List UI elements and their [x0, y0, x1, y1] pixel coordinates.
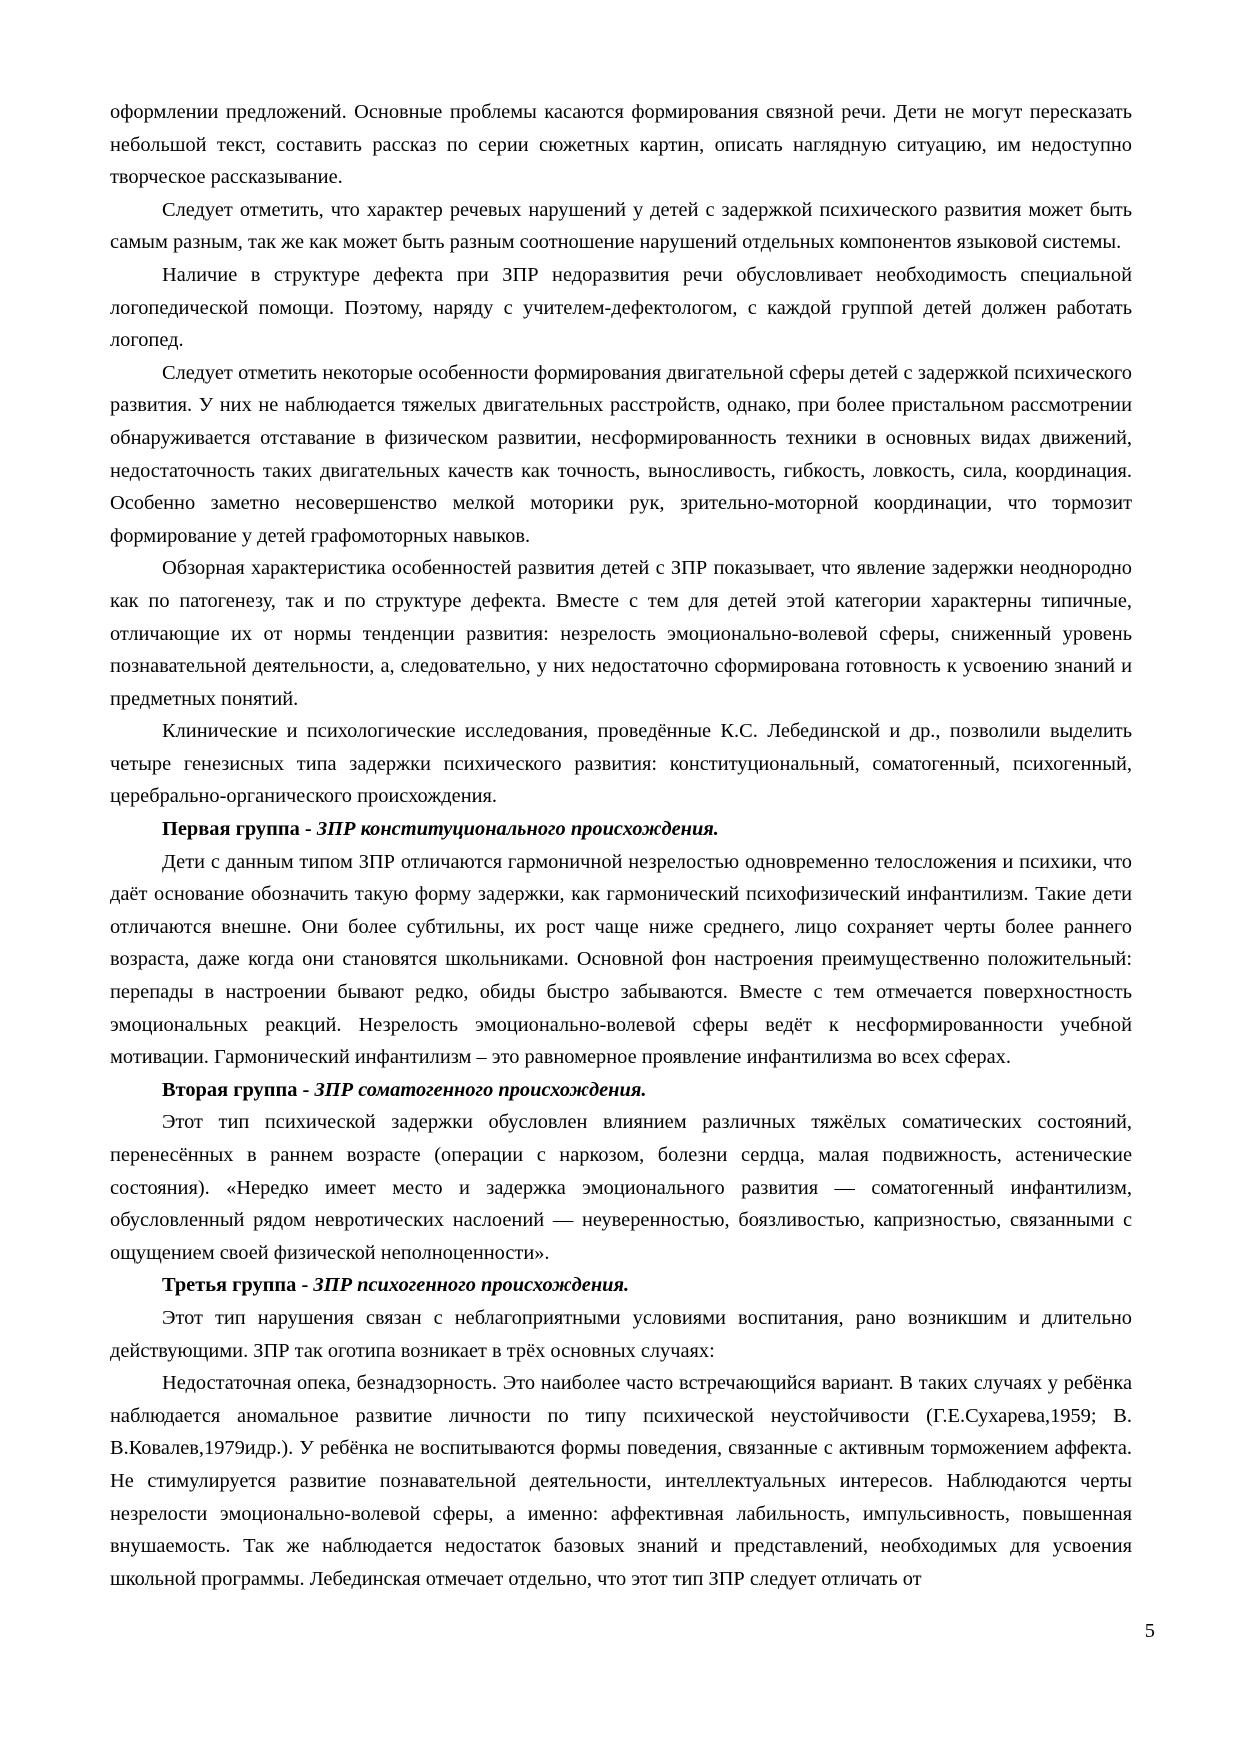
- group-body-second: Этот тип психической задержки обусловлен влиянием различных тяжёлых соматических состояний, перенесённых в раннем возрасте (операции с наркозом, болезни сердца, малая подвижность, астенические состояния). «Нередко имеет место и задержка эмоционального развития — соматогенный инфантилизм, обусловленный рядом невротических наслоений — неуверенностью, боязливостью, капризностью, связанными с ощущением своей физической неполноценности».: [110, 1111, 1132, 1264]
- paragraph-3: Наличие в структуре дефекта при ЗПР недоразвития речи обусловливает необходимость специальной логопедической помощи. Поэтому, наряду с учителем-дефектологом, с каждой группой детей должен работать логопед.: [110, 263, 1132, 352]
- group-kind-first: ЗПР конституционального происхождения.: [316, 818, 719, 841]
- group-heading-first: [110, 813, 1132, 846]
- paragraph-5: Обзорная характеристика особенностей развития детей с ЗПР показывает, что явление задержки неоднородно как по патогенезу, так и по структуре дефекта. Вместе с тем для детей этой категории характерны типичные, отличающие их от нормы тенденции развития: незрелость эмоционально-волевой сферы, сниженный уровень познавательной деятельности, а, следовательно, у них недостаточно сформирована готовность к усвоению знаний и предметных понятий.: [110, 557, 1132, 710]
- group-separator-first: -: [299, 818, 317, 841]
- group-separator-second: -: [297, 1078, 315, 1101]
- page-content: [110, 96, 1132, 1595]
- group-body-first: Дети с данным типом ЗПР отличаются гармоничной незрелостью одновременно телосложения и психики, что даёт основание обозначить такую форму задержки, как гармонический психофизический инфантилизм. Такие дети отличаются внешне. Они более субтильны, их рост чаще ниже среднего, лицо сохраняет черты более раннего возраста, даже когда они становятся школьниками. Основной фон настроения преимущественно положительный: перепады в настроении бывают редко, обиды быстро забываются. Вместе с тем отмечается поверхностность эмоциональных реакций. Незрелость эмоционально-волевой сферы ведёт к несформированности учебной мотивации. Гармонический инфантилизм – это равномерное проявление инфантилизма во всех сферах.: [110, 850, 1132, 1069]
- page-number: 5: [1144, 1620, 1155, 1642]
- group-body-third: Этот тип нарушения связан с неблагоприятными условиями воспитания, рано возникшим и длительно действующими. ЗПР так оготипа возникает в трёх основных случаях:: [110, 1306, 1132, 1362]
- group-heading-second: [110, 1074, 1132, 1107]
- paragraph-1: оформлении предложений. Основные проблемы касаются формирования связной речи. Дети не могут пересказать небольшой текст, составить рассказ по серии сюжетных картин, описать наглядную ситуацию, им недоступно творческое рассказывание.: [110, 101, 1132, 189]
- group-label-second: Вторая группа: [162, 1078, 298, 1101]
- paragraph-6: Клинические и психологические исследования, проведённые К.С. Лебединской и др., позволили выделить четыре генезисных типа задержки психического развития: конституциональный, соматогенный, психогенный, церебрально-органического происхождения.: [110, 720, 1132, 808]
- paragraph-2: Следует отметить, что характер речевых нарушений у детей с задержкой психического развития может быть самым разным, так же как может быть разным соотношение нарушений отдельных компонентов языковой системы.: [110, 198, 1132, 254]
- group-label-first: Первая группа: [162, 818, 300, 841]
- paragraph-tail-1: Недостаточная опека, безнадзорность. Это наиболее часто встречающийся вариант. В таких случаях у ребёнка наблюдается аномальное развитие личности по типу психической неустойчивости (Г.Е.Сухарева,1959; В. В.Ковалев,1979идр.). У ребёнка не воспитываются формы поведения, связанные с активным торможением аффекта. Не стимулируется развитие познавательной деятельности, интеллектуальных интересов. Наблюдаются черты незрелости эмоционально-волевой сферы, а именно: аффективная лабильность, импульсивность, повышенная внушаемость. Так же наблюдается недостаток базовых знаний и представлений, необходимых для усвоения школьной программы. Лебединская отмечает отдельно, что этот тип ЗПР следует отличать от: [110, 1372, 1132, 1590]
- group-kind-second: ЗПР соматогенного происхождения.: [314, 1078, 647, 1101]
- group-separator-third: -: [296, 1274, 314, 1297]
- group-label-third: Третья группа: [162, 1274, 297, 1297]
- group-kind-third: ЗПР психогенного происхождения.: [313, 1274, 630, 1297]
- paragraph-4: Следует отметить некоторые особенности формирования двигательной сферы детей с задержкой психического развития. У них не наблюдается тяжелых двигательных расстройств, однако, при более пристальном рассмотрении обнаруживается отставание в физическом развитии, несформированность техники в основных видах движений, недостаточность таких двигательных качеств как точность, выносливость, гибкость, ловкость, сила, координация. Особенно заметно несовершенство мелкой моторики рук, зрительно-моторной координации, что тормозит формирование у детей графомоторных навыков.: [110, 361, 1132, 547]
- group-heading-third: [110, 1269, 1132, 1302]
